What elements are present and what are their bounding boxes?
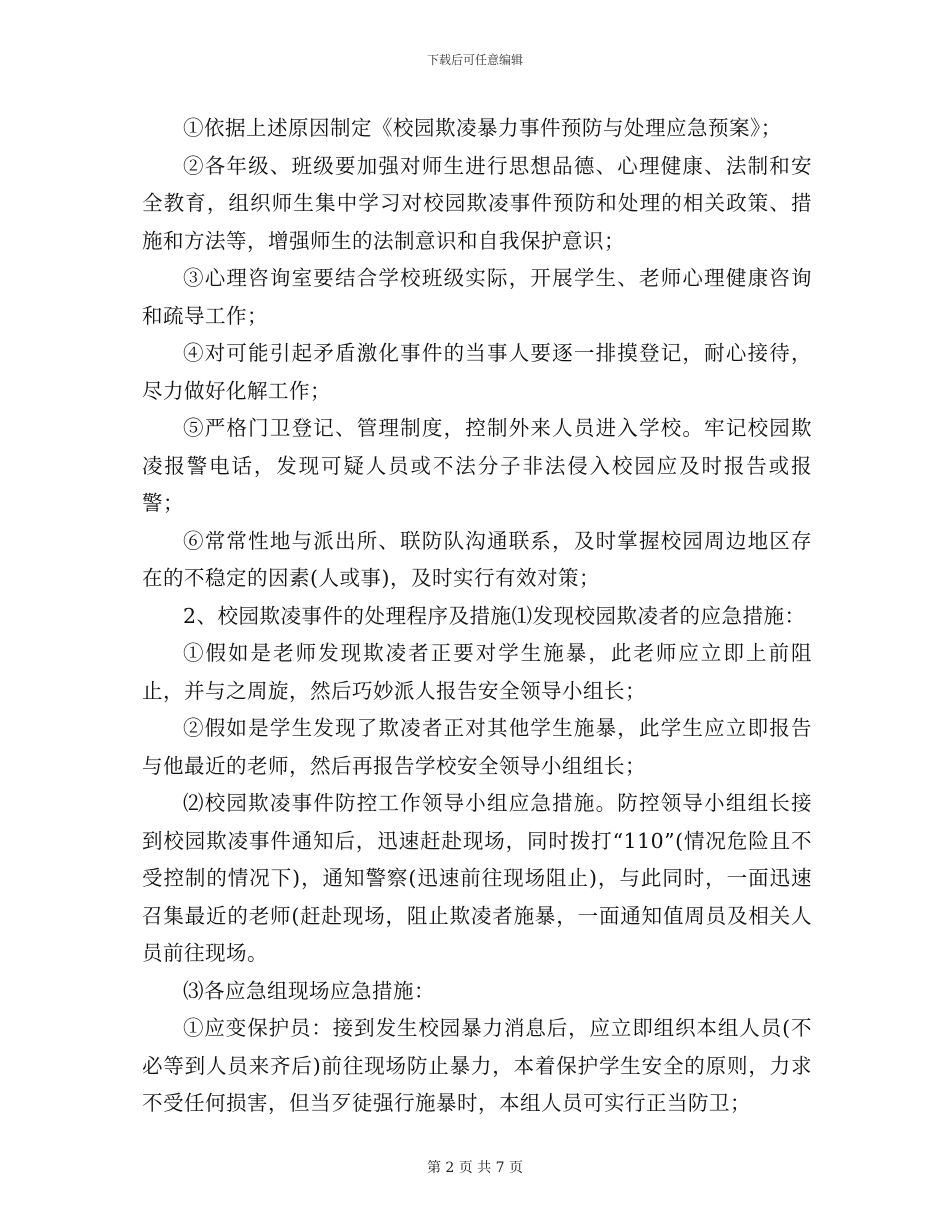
paragraph: ①假如是老师发现欺凌者正要对学生施暴，此老师应立即上前阻止，并与之周旋，然后巧妙派人报告安全领导小组长； (142, 641, 812, 703)
page-footer-page-number: 第 2 页 共 7 页 (426, 1160, 524, 1176)
paragraph: ④对可能引起矛盾激化事件的当事人要逐一排摸登记，耐心接待，尽力做好化解工作； (142, 341, 812, 403)
paragraph: ⑤严格门卫登记、管理制度，控制外来人员进入学校。牢记校园欺凌报警电话，发现可疑人员或不法分子非法侵入校园应及时报告或报警； (142, 416, 812, 515)
document-body (142, 110, 812, 1115)
paragraph: ③心理咨询室要结合学校班级实际，开展学生、老师心理健康咨询和疏导工作； (142, 266, 812, 328)
section-heading-paragraph: 2、校园欺凌事件的处理程序及措施⑴发现校园欺凌者的应急措施： (183, 603, 806, 628)
paragraph: ①应变保护员：接到发生校园暴力消息后，应立即组织本组人员(不必等到人员来齐后)前往现场防止暴力，本着保护学生安全的原则，力求不受任何损害，但当歹徒强行施暴时，本组人员可实行正当防卫； (142, 1016, 812, 1115)
paragraph: ①依据上述原因制定《校园欺凌暴力事件预防与处理应急预案》； (183, 116, 782, 140)
paragraph: ⑵校园欺凌事件防控工作领导小组应急措施。防控领导小组组长接到校园欺凌事件通知后，迅速赶赴现场，同时拨打“110”(情况危险且不受控制的情况下)，通知警察(迅速前往现场阻止)，与此同时，一面迅速召集最近的老师(赶赴现场，阻止欺凌者施暴，一面通知值周员及相关人员前往现场。 (142, 791, 812, 965)
paragraph: ⑶各应急组现场应急措施： (183, 978, 435, 1003)
page-header: 下载后可任意编辑 (426, 53, 523, 67)
paragraph: ②假如是学生发现了欺凌者正对其他学生施暴，此学生应立即报告与他最近的老师，然后再报告学校安全领导小组组长； (142, 716, 812, 778)
paragraph: ⑥常常性地与派出所、联防队沟通联系，及时掌握校园周边地区存在的不稳定的因素(人或事)，及时实行有效对策； (142, 528, 812, 590)
paragraph: ②各年级、班级要加强对师生进行思想品德、心理健康、法制和安全教育，组织师生集中学习对校园欺凌事件预防和处理的相关政策、措施和方法等，增强师生的法制意识和自我保护意识； (142, 153, 812, 253)
